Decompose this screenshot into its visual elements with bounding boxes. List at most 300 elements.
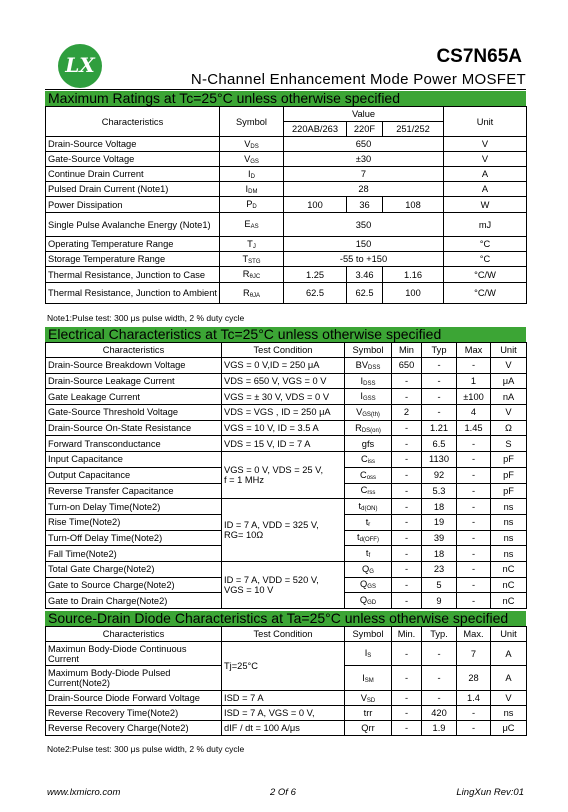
symbol-cell xyxy=(220,252,284,267)
max-cell: - xyxy=(457,546,491,562)
table-row xyxy=(46,721,527,736)
typ-cell: - xyxy=(422,666,457,691)
column-header: Unit xyxy=(491,343,527,358)
max-cell: - xyxy=(457,577,491,593)
symbol-subscript: J xyxy=(252,243,256,250)
test-condition-cell: ISD = 7 A xyxy=(222,691,345,706)
min-cell: - xyxy=(392,666,422,691)
typ-cell: - xyxy=(422,405,457,421)
symbol-subscript: DS xyxy=(250,143,259,150)
value-cell: 28 xyxy=(284,182,444,197)
min-cell: - xyxy=(392,373,422,389)
symbol-cell xyxy=(220,267,284,283)
characteristic-cell: Reverse Recovery Time(Note2) xyxy=(46,706,222,721)
characteristic-cell: Gate to Source Charge(Note2) xyxy=(46,577,222,593)
unit-cell: nC xyxy=(491,561,527,577)
min-cell: - xyxy=(392,514,422,530)
unit-cell: pF xyxy=(491,467,527,483)
value-cell: 100 xyxy=(383,283,444,304)
symbol-text: I xyxy=(248,168,251,179)
symbol-cell xyxy=(345,577,392,593)
table-row xyxy=(46,152,527,167)
min-cell: 650 xyxy=(392,358,422,374)
typ-cell: 18 xyxy=(422,499,457,515)
condition-line: ID = 7 A, VDD = 325 V, xyxy=(224,520,319,531)
condition-line: VGS = 0 V, VDS = 25 V, xyxy=(224,465,324,476)
max-cell: - xyxy=(457,483,491,499)
symbol-subscript: S xyxy=(367,653,372,659)
table-row xyxy=(46,283,527,304)
value-cell: ±30 xyxy=(284,152,444,167)
unit-cell: nC xyxy=(491,577,527,593)
characteristic-cell: Turn-on Delay Time(Note2) xyxy=(46,499,222,515)
max-cell: - xyxy=(457,436,491,452)
symbol-cell xyxy=(345,358,392,374)
column-header: Max. xyxy=(457,627,491,642)
characteristic-cell: Turn-Off Delay Time(Note2) xyxy=(46,530,222,546)
diode-table xyxy=(45,626,527,736)
symbol-text: V xyxy=(244,153,251,164)
symbol-cell xyxy=(345,514,392,530)
unit-cell: A xyxy=(491,666,527,691)
unit-cell: ns xyxy=(491,514,527,530)
unit-cell: °C xyxy=(444,252,527,267)
min-cell: - xyxy=(392,499,422,515)
max-cell: - xyxy=(457,721,491,736)
symbol-text: t xyxy=(365,548,369,559)
symbol-subscript: D xyxy=(250,173,255,180)
characteristic-cell: Maximun Body-Diode Continuous Current xyxy=(46,642,222,666)
company-logo: LX xyxy=(58,44,102,88)
symbol-subscript: rss xyxy=(367,490,376,497)
symbol-subscript: GD xyxy=(367,600,377,607)
col-symbol: Symbol xyxy=(220,107,284,137)
column-header: Characteristics xyxy=(46,627,222,642)
table-row xyxy=(46,237,527,252)
max-ratings-title: Maximum Ratings at Tc=25°C unless otherwise specified xyxy=(45,91,526,106)
typ-cell: 420 xyxy=(422,706,457,721)
symbol-subscript: θJA xyxy=(249,292,261,299)
col-characteristics: Characteristics xyxy=(46,107,220,137)
symbol-text: BV xyxy=(355,359,369,370)
unit-cell: ns xyxy=(491,546,527,562)
value-cell: 7 xyxy=(284,167,444,182)
typ-cell: - xyxy=(422,642,457,666)
symbol-subscript: G xyxy=(369,568,374,575)
symbol-subscript: θJC xyxy=(249,274,261,280)
symbol-subscript: SD xyxy=(366,697,376,704)
symbol-text: I xyxy=(362,672,365,683)
characteristic-cell: Drain-Source On-State Resistance xyxy=(46,420,222,436)
test-condition-cell: VGS = ± 30 V, VDS = 0 V xyxy=(222,389,345,405)
characteristic-cell: Thermal Resistance, Junction to Ambient xyxy=(46,283,220,304)
min-cell: - xyxy=(392,593,422,609)
unit-cell: V xyxy=(444,152,527,167)
min-cell: - xyxy=(392,691,422,706)
typ-cell: 5 xyxy=(422,577,457,593)
min-cell: - xyxy=(392,389,422,405)
characteristic-cell: Rise Time(Note2) xyxy=(46,514,222,530)
symbol-text: R xyxy=(242,269,250,279)
test-condition-cell: VGS = 0 V,ID = 250 μA xyxy=(222,358,345,374)
symbol-cell xyxy=(345,436,392,452)
typ-cell: 6.5 xyxy=(422,436,457,452)
table-row xyxy=(46,137,527,152)
symbol-cell xyxy=(345,373,392,389)
col-unit: Unit xyxy=(444,107,527,137)
symbol-text: R xyxy=(242,287,250,298)
table-row xyxy=(46,197,527,213)
note-2: Note2:Pulse test: 300 μs pulse width, 2 % duty cycle xyxy=(47,744,245,754)
max-cell: - xyxy=(457,358,491,374)
symbol-text: t xyxy=(357,532,360,543)
symbol-cell xyxy=(345,452,392,468)
max-cell: - xyxy=(457,499,491,515)
symbol-subscript: DSS xyxy=(368,364,381,371)
max-cell: 4 xyxy=(457,405,491,421)
test-condition-cell: VDS = 650 V, VGS = 0 V xyxy=(222,373,345,389)
column-header: Min. xyxy=(392,627,422,642)
typ-cell: 39 xyxy=(422,530,457,546)
symbol-text: T xyxy=(242,253,249,264)
symbol-cell xyxy=(220,197,284,213)
col-package: 220F xyxy=(347,122,383,137)
symbol-cell xyxy=(345,706,392,721)
symbol-subscript: SM xyxy=(364,677,374,684)
footer-revision: LingXun Rev:01 xyxy=(456,787,524,798)
characteristic-cell: Drain-Source Diode Forward Voltage xyxy=(46,691,222,706)
footer-page-number: 2 Of 6 xyxy=(270,787,296,798)
characteristic-cell: Input Capacitance xyxy=(46,452,222,468)
typ-cell: 1130 xyxy=(422,452,457,468)
test-condition-cell xyxy=(222,561,345,608)
symbol-text: I xyxy=(364,648,368,658)
footer-website: www.lxmicro.com xyxy=(47,787,121,798)
symbol-cell xyxy=(220,182,284,197)
symbol-subscript: DS(on) xyxy=(361,427,381,434)
symbol-cell xyxy=(345,593,392,609)
characteristic-cell: Gate Leakage Current xyxy=(46,389,222,405)
note-1: Note1:Pulse test: 300 μs pulse width, 2 % duty cycle xyxy=(47,313,245,323)
characteristic-cell: Gate to Drain Charge(Note2) xyxy=(46,593,222,609)
min-cell: - xyxy=(392,452,422,468)
max-cell: - xyxy=(457,452,491,468)
condition-line: RG= 10Ω xyxy=(224,530,264,541)
characteristic-cell: Storage Temperature Range xyxy=(46,252,220,267)
min-cell: - xyxy=(392,420,422,436)
max-cell: 28 xyxy=(457,666,491,691)
characteristic-cell: Drain-Source Voltage xyxy=(46,137,220,152)
test-condition-cell: dIF / dt = 100 A/μs xyxy=(222,721,345,736)
table-row xyxy=(46,436,527,452)
max-cell: 1.4 xyxy=(457,691,491,706)
unit-cell: °C xyxy=(444,237,527,252)
value-cell: 1.16 xyxy=(383,267,444,283)
max-cell: 1 xyxy=(457,373,491,389)
characteristic-cell: Single Pulse Avalanche Energy (Note1) xyxy=(46,213,220,237)
value-cell: 350 xyxy=(284,213,444,237)
symbol-text: I xyxy=(360,391,363,402)
symbol-text: t xyxy=(365,516,369,527)
column-header: Test Condition xyxy=(222,627,345,642)
min-cell: - xyxy=(392,706,422,721)
value-cell: 36 xyxy=(347,197,383,213)
symbol-text: I xyxy=(245,183,249,194)
unit-cell: A xyxy=(491,642,527,666)
column-header: Typ xyxy=(422,343,457,358)
symbol-text: C xyxy=(359,469,367,480)
table-row xyxy=(46,252,527,267)
table-row xyxy=(46,167,527,182)
symbol-cell xyxy=(345,483,392,499)
table-row xyxy=(46,213,527,237)
table-row xyxy=(46,706,527,721)
characteristic-cell: Fall Time(Note2) xyxy=(46,546,222,562)
electrical-table xyxy=(45,342,527,609)
condition-line: ID = 7 A, VDD = 520 V, xyxy=(224,574,319,585)
min-cell: - xyxy=(392,483,422,499)
symbol-cell xyxy=(345,530,392,546)
characteristic-cell: Reverse Recovery Charge(Note2) xyxy=(46,721,222,736)
column-header: Symbol xyxy=(345,627,392,642)
symbol-subscript: DSS xyxy=(363,380,376,387)
min-cell: - xyxy=(392,642,422,666)
max-cell: 1.45 xyxy=(457,420,491,436)
col-package: 220AB/263 xyxy=(284,122,347,137)
symbol-text: trr xyxy=(363,708,373,718)
min-cell: - xyxy=(392,721,422,736)
symbol-subscript: r xyxy=(368,521,371,528)
unit-cell: nA xyxy=(491,389,527,405)
column-header: Typ. xyxy=(422,627,457,642)
typ-cell: - xyxy=(422,389,457,405)
symbol-text: I xyxy=(360,375,364,386)
unit-cell: V xyxy=(444,137,527,152)
symbol-cell xyxy=(220,237,284,252)
symbol-subscript: STG xyxy=(248,258,261,265)
symbol-cell xyxy=(220,137,284,152)
symbol-text: Q xyxy=(360,579,368,590)
value-cell: 100 xyxy=(284,197,347,213)
unit-cell: V xyxy=(491,691,527,706)
symbol-cell xyxy=(345,691,392,706)
table-row xyxy=(46,642,527,666)
characteristic-cell: Reverse Transfer Capacitance xyxy=(46,483,222,499)
unit-cell: S xyxy=(491,436,527,452)
max-cell: - xyxy=(457,467,491,483)
unit-cell: °C/W xyxy=(444,283,527,304)
diode-title: Source-Drain Diode Characteristics at Ta=25°C unless otherwise specified xyxy=(45,611,526,626)
unit-cell: V xyxy=(491,405,527,421)
symbol-text: gfs xyxy=(361,438,375,449)
table-row xyxy=(46,561,527,577)
min-cell: - xyxy=(392,546,422,562)
unit-cell: pF xyxy=(491,452,527,468)
symbol-cell xyxy=(345,642,392,666)
typ-cell: 9 xyxy=(422,593,457,609)
characteristic-cell: Drain-Source Breakdown Voltage xyxy=(46,358,222,374)
table-row xyxy=(46,267,527,283)
column-header: Symbol xyxy=(345,343,392,358)
characteristic-cell: Pulsed Drain Current (Note1) xyxy=(46,182,220,197)
test-condition-cell: VGS = 10 V, ID = 3.5 A xyxy=(222,420,345,436)
max-cell: - xyxy=(457,561,491,577)
value-cell: -55 to +150 xyxy=(284,252,444,267)
symbol-subscript: GS xyxy=(250,158,259,165)
unit-cell: pF xyxy=(491,483,527,499)
symbol-subscript: iss xyxy=(367,458,376,465)
unit-cell: nC xyxy=(491,593,527,609)
symbol-cell xyxy=(345,499,392,515)
characteristic-cell: Gate-Source Threshold Voltage xyxy=(46,405,222,421)
symbol-cell xyxy=(345,561,392,577)
typ-cell: - xyxy=(422,373,457,389)
table-row xyxy=(46,182,527,197)
max-cell: 7 xyxy=(457,642,491,666)
test-condition-cell: VDS = VGS , ID = 250 μA xyxy=(222,405,345,421)
col-package: 251/252 xyxy=(383,122,444,137)
symbol-text: V xyxy=(244,138,251,149)
characteristic-cell: Operating Temperature Range xyxy=(46,237,220,252)
unit-cell: mJ xyxy=(444,213,527,237)
characteristic-cell: Thermal Resistance, Junction to Case xyxy=(46,267,220,283)
typ-cell: 19 xyxy=(422,514,457,530)
symbol-subscript: GSS xyxy=(362,396,376,403)
value-cell: 62.5 xyxy=(347,283,383,304)
unit-cell: V xyxy=(491,358,527,374)
symbol-subscript: GS xyxy=(367,584,376,591)
min-cell: - xyxy=(392,577,422,593)
typ-cell: 92 xyxy=(422,467,457,483)
symbol-subscript: f xyxy=(368,553,371,560)
symbol-cell xyxy=(345,721,392,736)
value-cell: 62.5 xyxy=(284,283,347,304)
min-cell: - xyxy=(392,561,422,577)
unit-cell: A xyxy=(444,167,527,182)
column-header: Unit xyxy=(491,627,527,642)
symbol-text: V xyxy=(360,692,367,703)
value-cell: 108 xyxy=(383,197,444,213)
max-cell: - xyxy=(457,706,491,721)
symbol-cell xyxy=(220,152,284,167)
symbol-text: Qrr xyxy=(361,723,375,733)
value-cell: 3.46 xyxy=(347,267,383,283)
value-cell: 1.25 xyxy=(284,267,347,283)
table-row xyxy=(46,691,527,706)
max-cell: - xyxy=(457,530,491,546)
unit-cell: °C/W xyxy=(444,267,527,283)
column-header: Min xyxy=(392,343,422,358)
symbol-text: E xyxy=(244,219,251,229)
symbol-subscript: DM xyxy=(248,188,258,195)
characteristic-cell: Gate-Source Voltage xyxy=(46,152,220,167)
max-ratings-table xyxy=(45,106,527,304)
condition-line: VGS = 10 V xyxy=(224,584,274,595)
min-cell: - xyxy=(392,530,422,546)
test-condition-cell: ISD = 7 A, VGS = 0 V, xyxy=(222,706,345,721)
max-cell: - xyxy=(457,593,491,609)
symbol-cell xyxy=(220,213,284,237)
typ-cell: 1.21 xyxy=(422,420,457,436)
table-row xyxy=(46,499,527,515)
typ-cell: 18 xyxy=(422,546,457,562)
min-cell: - xyxy=(392,467,422,483)
characteristic-cell: Power Dissipation xyxy=(46,197,220,213)
unit-cell: ns xyxy=(491,530,527,546)
symbol-subscript: oss xyxy=(366,474,377,481)
unit-cell: Ω xyxy=(491,420,527,436)
table-row xyxy=(46,373,527,389)
symbol-subscript: GS(th) xyxy=(362,411,380,418)
symbol-text: V xyxy=(356,406,363,417)
symbol-text: R xyxy=(355,422,362,433)
symbol-cell xyxy=(345,389,392,405)
col-value: Value xyxy=(284,107,444,122)
table-row xyxy=(46,358,527,374)
characteristic-cell: Continue Drain Current xyxy=(46,167,220,182)
symbol-text: C xyxy=(360,485,368,496)
max-cell: ±100 xyxy=(457,389,491,405)
symbol-text: C xyxy=(360,453,368,464)
column-header: Max xyxy=(457,343,491,358)
table-row xyxy=(46,420,527,436)
symbol-cell xyxy=(345,420,392,436)
value-cell: 650 xyxy=(284,137,444,152)
typ-cell: 1.9 xyxy=(422,721,457,736)
test-condition-cell: VDS = 15 V, ID = 7 A xyxy=(222,436,345,452)
test-condition-cell xyxy=(222,452,345,499)
table-row xyxy=(46,452,527,468)
value-cell: 150 xyxy=(284,237,444,252)
typ-cell: 5.3 xyxy=(422,483,457,499)
table-row xyxy=(46,389,527,405)
characteristic-cell: Output Capacitance xyxy=(46,467,222,483)
symbol-text: Q xyxy=(362,563,370,574)
part-number: CS7N65A xyxy=(436,46,522,67)
test-condition-cell: Tj=25°C xyxy=(222,642,345,691)
characteristic-cell: Total Gate Charge(Note2) xyxy=(46,561,222,577)
unit-cell: W xyxy=(444,197,527,213)
unit-cell: μC xyxy=(491,721,527,736)
condition-line: f = 1 MHz xyxy=(224,475,265,486)
symbol-subscript: d(OFF) xyxy=(359,537,379,544)
column-header: Test Condition xyxy=(222,343,345,358)
symbol-cell xyxy=(345,405,392,421)
symbol-cell xyxy=(345,546,392,562)
symbol-cell xyxy=(220,283,284,304)
characteristic-cell: Maximum Body-Diode Pulsed Current(Note2) xyxy=(46,666,222,691)
electrical-title: Electrical Characteristics at Tc=25°C unless otherwise specified xyxy=(45,327,526,342)
symbol-cell xyxy=(345,666,392,691)
typ-cell: 23 xyxy=(422,561,457,577)
characteristic-cell: Drain-Source Leakage Current xyxy=(46,373,222,389)
typ-cell: - xyxy=(422,358,457,374)
typ-cell: - xyxy=(422,691,457,706)
unit-cell: ns xyxy=(491,706,527,721)
unit-cell: A xyxy=(444,182,527,197)
characteristic-cell: Forward Transconductance xyxy=(46,436,222,452)
table-row xyxy=(46,405,527,421)
min-cell: - xyxy=(392,436,422,452)
test-condition-cell xyxy=(222,499,345,562)
symbol-cell xyxy=(220,167,284,182)
unit-cell: μA xyxy=(491,373,527,389)
unit-cell: ns xyxy=(491,499,527,515)
symbol-text: t xyxy=(358,501,362,512)
symbol-text: P xyxy=(246,199,253,209)
document-subtitle: N-Channel Enhancement Mode Power MOSFET xyxy=(190,71,526,88)
column-header: Characteristics xyxy=(46,343,222,358)
